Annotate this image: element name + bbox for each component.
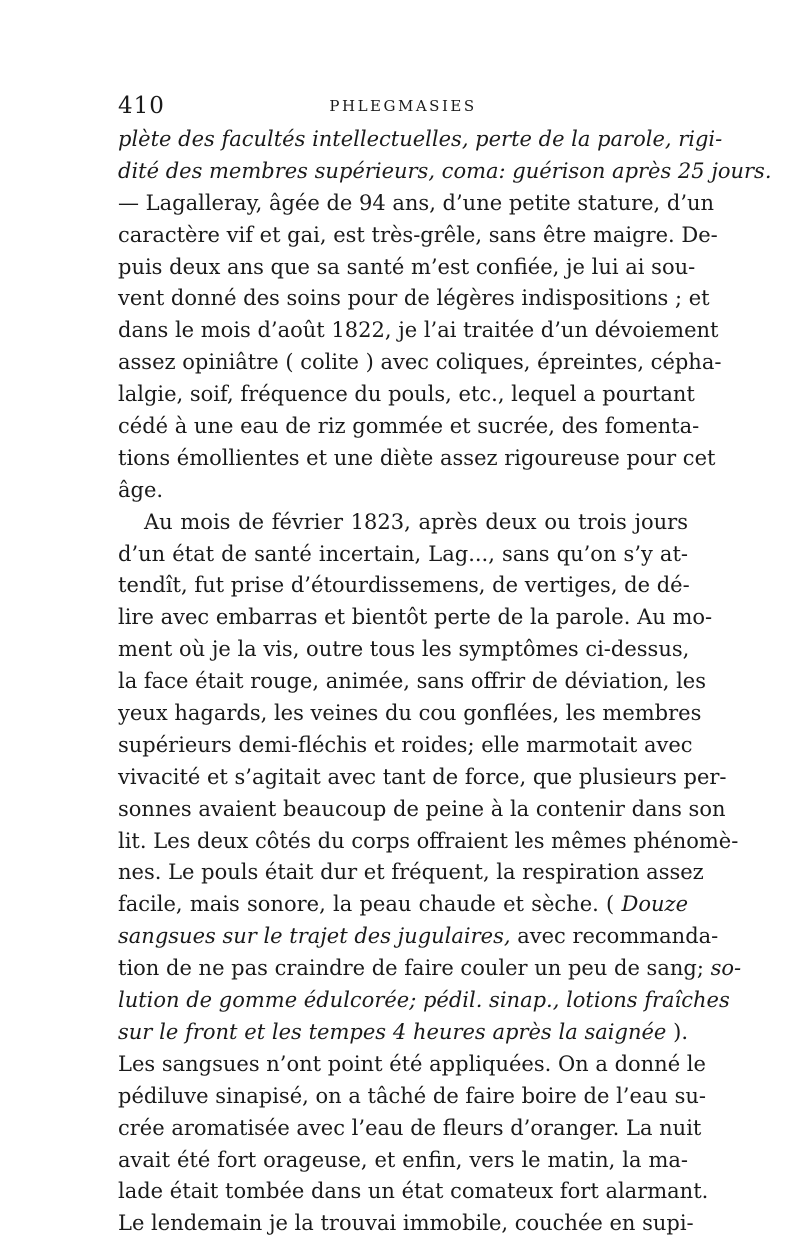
text-line: [118, 730, 693, 762]
text-line: [118, 794, 726, 826]
text-segment: lire avec embarras et bientôt perte de la parole. Au mo-: [118, 605, 713, 630]
text-line: [118, 1208, 694, 1240]
text-segment: assez opiniâtre ( colite ) avec coliques, épreintes, cépha-: [118, 350, 722, 375]
text-segment: pédiluve sinapisé, on a tâché de faire boire de l’eau su-: [118, 1083, 706, 1108]
text-segment: la face était rouge, animée, sans offrir de déviation, les: [118, 669, 707, 694]
text-line: [118, 188, 715, 220]
text-segment: avait été fort orageuse, et enfin, vers le matin, la ma-: [118, 1147, 688, 1172]
text-segment: crée aromatisée avec l’eau de fleurs d’oranger. La nuit: [118, 1115, 702, 1140]
italic-text-segment: sur le front et les tempes 4 heures après la saignée: [118, 1019, 667, 1044]
italic-text-segment: Douze: [621, 892, 688, 917]
text-line: [118, 666, 707, 698]
text-line: [118, 443, 716, 475]
text-line: [118, 220, 718, 252]
italic-text-segment: so-: [710, 956, 742, 981]
text-segment: puis deux ans que sa santé m’est confiée, je lui ai sou-: [118, 254, 696, 279]
italic-text-segment: lution de gomme édulcorée; pédil. sinap., lotions fraîches: [118, 988, 730, 1013]
italic-text-segment: plète des facultés intellectuelles, perte de la parole, rigi-: [118, 127, 723, 151]
text-line: [118, 252, 696, 284]
text-line: [118, 953, 742, 985]
text-line: [118, 475, 688, 507]
italic-text-segment: dité des membres supérieurs, coma: guérison après 25 jours.: [118, 158, 772, 183]
text-line: [118, 1113, 702, 1145]
text-line: [118, 826, 739, 858]
text-line: [118, 921, 719, 953]
text-segment: lade était tombée dans un état comateux fort alarmant.: [118, 1179, 709, 1204]
text-segment: Les sangsues n’ont point été appliquées. On a donné le: [118, 1051, 706, 1076]
text-segment: ).: [666, 1019, 688, 1044]
text-segment: lalgie, soif, fréquence du pouls, etc., lequel a pourtant: [118, 382, 695, 407]
text-segment: tions émollientes et une diète assez rigoureuse pour cet: [118, 445, 716, 470]
text-segment: d’un état de santé incertain, Lag..., sans qu’on s’y at-: [118, 541, 688, 566]
text-segment: avec recommanda-: [510, 924, 719, 949]
text-line: [118, 411, 700, 443]
text-segment: cédé à une eau de riz gommée et sucrée, des fomenta-: [118, 414, 700, 439]
text-line: [118, 889, 688, 921]
text-line: [118, 539, 688, 571]
text-line: [118, 1081, 706, 1113]
text-line: [118, 602, 713, 634]
body-text: [118, 124, 772, 1240]
text-segment: dans le mois d’août 1822, je l’ai traitée d’un dévoiement: [118, 318, 719, 343]
text-segment: Au mois de février 1823, après deux ou trois jours: [144, 509, 688, 534]
running-head: [118, 93, 688, 117]
text-line: [118, 985, 730, 1017]
text-line: [118, 698, 702, 730]
text-line: [118, 857, 704, 889]
text-segment: âge.: [118, 477, 164, 502]
running-title: PHLEGMASIES: [329, 97, 477, 115]
text-segment: sonnes avaient beaucoup de peine à la contenir dans son: [118, 796, 726, 821]
text-segment: facile, mais sonore, la peau chaude et sèche. (: [118, 892, 622, 917]
text-line: [118, 1017, 688, 1049]
text-segment: — Lagalleray, âgée de 94 ans, d’une petite stature, d’un: [118, 190, 715, 215]
text-line: [118, 124, 723, 156]
text-line: [118, 570, 688, 602]
text-line: [118, 1176, 709, 1208]
text-line: [118, 315, 719, 347]
text-segment: yeux hagards, les veines du cou gonflées, les membres: [118, 701, 702, 726]
text-line: [118, 1145, 688, 1177]
italic-text-segment: sangsues sur le trajet des jugulaires,: [118, 924, 511, 949]
text-line: [118, 634, 688, 666]
page-number: 410: [118, 93, 165, 119]
text-segment: supérieurs demi-fléchis et roides; elle marmotait avec: [118, 732, 693, 757]
text-segment: nes. Le pouls était dur et fréquent, la respiration assez: [118, 860, 704, 885]
text-segment: lit. Les deux côtés du corps offraient les mêmes phénomè-: [118, 828, 739, 853]
text-segment: caractère vif et gai, est très-grêle, sans être maigre. De-: [118, 222, 718, 247]
text-segment: tion de ne pas craindre de faire couler un peu de sang;: [118, 956, 711, 981]
text-segment: vent donné des soins pour de légères indispositions ; et: [118, 286, 710, 311]
text-segment: vivacité et s’agitait avec tant de force, que plusieurs per-: [118, 764, 727, 789]
text-segment: ment où je la vis, outre tous les symptômes ci-dessus,: [118, 637, 690, 662]
text-line: [118, 283, 710, 315]
text-segment: tendît, fut prise d’étourdissemens, de vertiges, de dé-: [118, 573, 690, 598]
text-line: [118, 379, 695, 411]
text-line: [118, 1049, 706, 1081]
text-line: [118, 156, 772, 188]
text-line: [118, 347, 722, 379]
text-line: [118, 762, 727, 794]
text-line: [118, 507, 688, 539]
text-segment: Le lendemain je la trouvai immobile, couchée en supi-: [118, 1211, 694, 1236]
